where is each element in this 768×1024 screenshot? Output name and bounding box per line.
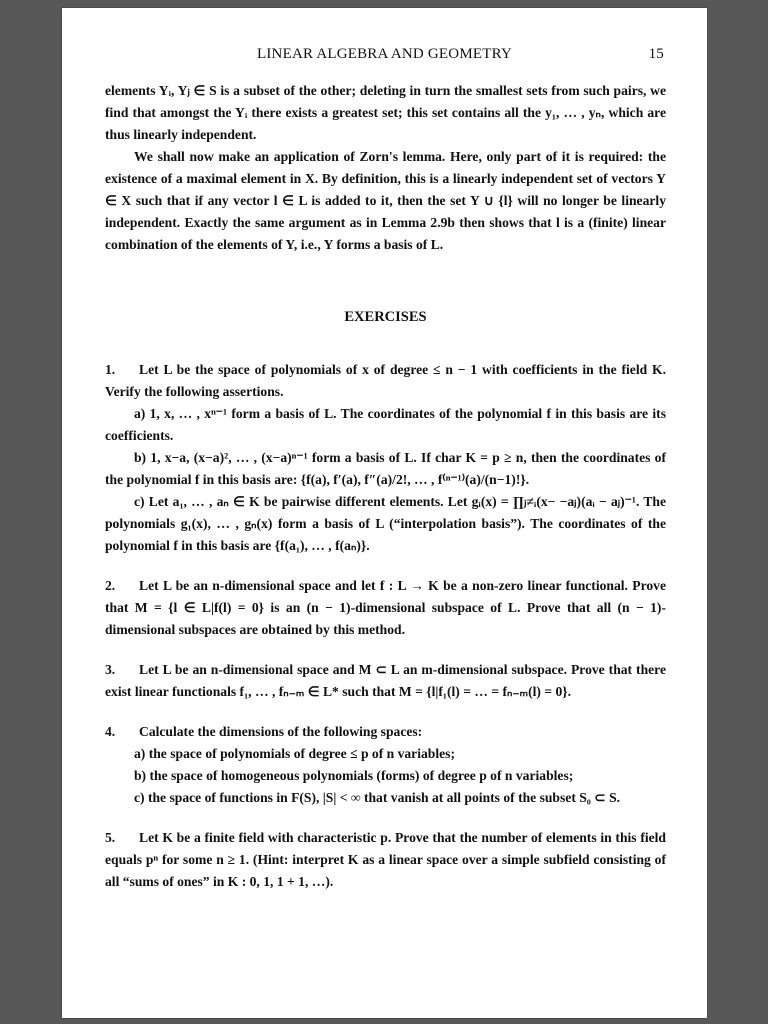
- exercise-statement: [105, 359, 666, 403]
- exercise-statement: [105, 575, 666, 641]
- exercise-2: [105, 575, 666, 641]
- exercise-number: 3.: [105, 662, 116, 677]
- exercise-part: a) 1, x, … , xⁿ⁻¹ form a basis of L. The coordinates of the polynomial f in this basis are its coefficients.: [105, 406, 666, 443]
- exercise-5: [105, 827, 666, 893]
- page-number: 15: [648, 46, 664, 62]
- book-page: [62, 8, 707, 1018]
- intro-paragraph-1: elements Yᵢ, Yⱼ ∈ S is a subset of the other; deleting in turn the smallest sets from such pairs, we find that amongst the Yᵢ there exists a greatest set; this set contains all the y₁, … , yₙ, which are thus linearly independent.: [105, 83, 666, 142]
- exercise-part: b) the space of homogeneous polynomials (forms) of degree p of n variables;: [134, 768, 574, 783]
- exercise-part: c) Let a₁, … , aₙ ∈ K be pairwise different elements. Let gᵢ(x) = ∏ⱼ≠ᵢ(x− −aⱼ)(aᵢ − aⱼ)⁻¹. The polynomials g₁(x), … , gₙ(x) form a basis of L (“interpolation basis”). The coordinates of the polynomial f in this basis are {f(a₁), … , f(aₙ)}.: [105, 494, 666, 553]
- exercise-number: 2.: [105, 578, 116, 593]
- exercise-text: Let L be an n-dimensional space and let f : L → K be a non-zero linear functional. Prove that M = {l ∈ L|f(l) = 0} is an (n − 1)-dimensional subspace of L. Prove that all (n − 1)-dimensional subspaces are obtained by this method.: [105, 578, 666, 637]
- exercise-number: 1.: [105, 362, 116, 377]
- exercise-3: [105, 659, 666, 703]
- running-header: [62, 46, 707, 66]
- exercise-4: [105, 721, 666, 809]
- exercise-text: Let L be the space of polynomials of x of degree ≤ n − 1 with coefficients in the field K. Verify the following assertions.: [105, 362, 666, 399]
- exercise-statement: [105, 659, 666, 703]
- intro-paragraph-2: We shall now make an application of Zorn's lemma. Here, only part of it is required: the existence of a maximal element in X. By definition, this is a linearly independent set of vectors Y ∈ X such that if any vector l ∈ L is added to it, then the set Y ∪ {l} will no longer be linearly independent. Exactly the same argument as in Lemma 2.9b then shows that l is a (finite) linear combination of the elements of Y, i.e., Y forms a basis of L.: [105, 149, 666, 252]
- section-title: EXERCISES: [344, 309, 427, 325]
- exercise-statement: [105, 827, 666, 893]
- exercise-text: Let K be a finite field with characteristic p. Prove that the number of elements in this field equals pⁿ for some n ≥ 1. (Hint: interpret K as a linear space over a simple subfield consisting of all “sums of ones” in K : 0, 1, 1 + 1, …).: [105, 830, 666, 889]
- running-title: LINEAR ALGEBRA AND GEOMETRY: [257, 46, 512, 62]
- exercise-part: a) the space of polynomials of degree ≤ p of n variables;: [134, 746, 455, 761]
- exercise-statement: [105, 721, 666, 743]
- exercise-part: c) the space of functions in F(S), |S| < ∞ that vanish at all points of the subset S₀ ⊂ S.: [134, 790, 621, 805]
- exercise-number: 4.: [105, 724, 116, 739]
- page-body: [105, 80, 666, 911]
- exercise-number: 5.: [105, 830, 116, 845]
- exercise-part: b) 1, x−a, (x−a)², … , (x−a)ⁿ⁻¹ form a basis of L. If char K = p ≥ n, then the coordinates of the polynomial f in this basis are: {f(a), f′(a), f″(a)/2!, … , f⁽ⁿ⁻¹⁾(a)/(n−1)!}.: [105, 450, 666, 487]
- exercise-1: [105, 359, 666, 557]
- exercise-text: Let L be an n-dimensional space and M ⊂ L an m-dimensional subspace. Prove that there exist linear functionals f₁, … , fₙ₋ₘ ∈ L* such that M = {l|f₁(l) = … = fₙ₋ₘ(l) = 0}.: [105, 662, 666, 699]
- exercise-text: Calculate the dimensions of the following spaces:: [139, 724, 423, 739]
